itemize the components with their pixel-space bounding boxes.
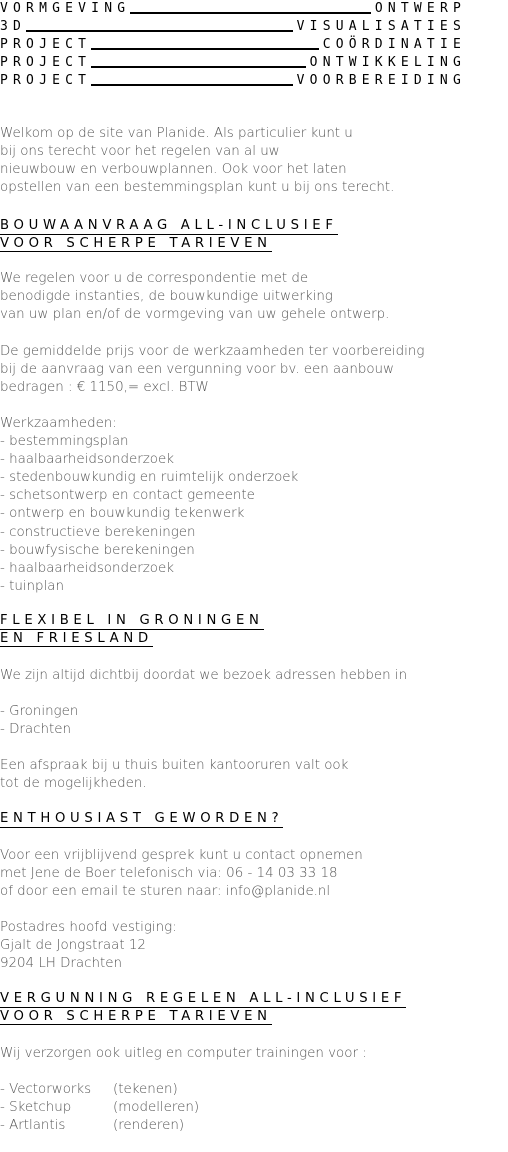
header-rule-4 [91, 66, 305, 68]
intro-line: bij ons terecht voor het regelen van al uw [0, 144, 280, 160]
text-line: We regelen voor u de correspondentie met de [0, 271, 309, 286]
text-line: De gemiddelde prijs voor de werkzaamheden ter voorbereiding [0, 344, 425, 359]
header-rule-5 [91, 84, 292, 86]
list-item: - ontwerp en bouwkundig tekenwerk [0, 506, 245, 522]
list-item: - haalbaarheidsonderzoek [0, 452, 174, 468]
list-item: - bouwfysische berekeningen [0, 542, 195, 558]
software-name: - Vectorworks [0, 1082, 92, 1097]
software-name: - Artlantis [0, 1118, 66, 1134]
locations-list [0, 703, 78, 739]
header-rule-3 [91, 48, 319, 50]
section2-para1 [0, 667, 407, 685]
software-desc: (tekenen) [113, 1082, 178, 1097]
header-right-4: ONTWIKKELING [309, 55, 466, 70]
section1-heading-line: VOOR SCHERPE TARIEVEN [0, 235, 272, 251]
software-name: - Sketchup [0, 1100, 72, 1116]
address-line: Postadres hoofd vestiging: [0, 920, 177, 935]
address-line: Gjalt de Jongstraat 12 [0, 938, 146, 954]
section1-heading [0, 218, 338, 253]
text-line: of door een email te sturen naar: info@planide.nl [0, 884, 331, 900]
text-line: Voor een vrijblijvend gesprek kunt u contact opnemen [0, 848, 363, 863]
list-item: - schetsontwerp en contact gemeente [0, 488, 255, 504]
text-line: We zijn altijd dichtbij doordat we bezoek adressen hebben in [0, 668, 408, 683]
intro-line: nieuwbouw en verbouwplannen. Ook voor het laten [0, 162, 347, 178]
intro-line: Welkom op de site van Planide. Als particulier kunt u [0, 126, 353, 141]
section1-para2 [0, 343, 424, 397]
text-line: met Jene de Boer telefonisch via: 06 - 14 03 33 18 [0, 866, 338, 882]
list-item [0, 1081, 199, 1099]
software-desc: (modelleren) [113, 1100, 200, 1116]
header-left-4: PROJECT [0, 55, 92, 70]
header-left-2: 3D [0, 19, 27, 34]
header-row-5 [0, 72, 466, 88]
list-item: - stedenbouwkundig en ruimtelijk onderzoek [0, 470, 299, 486]
section3-heading-line: ENTHOUSIAST GEWORDEN? [0, 811, 284, 826]
list-item: - tuinplan [0, 578, 64, 594]
postal-address [0, 919, 177, 973]
contact-paragraph [0, 847, 363, 901]
list-item: - haalbaarheidsonderzoek [0, 560, 174, 576]
section1-heading-line: BOUWAANVRAAG ALL-INCLUSIEF [0, 218, 338, 233]
section4-heading [0, 991, 406, 1026]
tasks-list [0, 415, 298, 596]
list-item: - bestemmingsplan [0, 434, 129, 450]
list-item [0, 1099, 199, 1117]
header-row-3 [0, 36, 466, 52]
list-item [0, 1117, 199, 1135]
header-rule-2 [26, 30, 293, 32]
header-right-3: COÖRDINATIE [322, 37, 466, 52]
header-row-2 [0, 18, 466, 34]
section1-para1 [0, 270, 389, 324]
section2-heading-line: FLEXIBEL IN GRONINGEN [0, 613, 264, 628]
software-list [0, 1081, 199, 1135]
text-line: van uw plan en/of de vormgeving van uw gehele ontwerp. [0, 307, 390, 323]
address-line: 9204 LH Drachten [0, 956, 122, 972]
section4-heading-line: VERGUNNING REGELEN ALL-INCLUSIEF [0, 991, 407, 1006]
header-right-2: VISUALISATIES [296, 19, 466, 34]
section4-heading-line: VOOR SCHERPE TARIEVEN [0, 1008, 272, 1024]
header-right-1: ONTWERP [374, 1, 466, 16]
text-line: Wij verzorgen ook uitleg en computer trainingen voor : [0, 1046, 367, 1061]
header-right-5: VOORBEREIDING [296, 73, 466, 88]
tasks-title: Werkzaamheden: [0, 416, 117, 431]
text-line: Een afspraak bij u thuis buiten kantooruren valt ook [0, 758, 349, 773]
section4-para1 [0, 1045, 367, 1063]
section2-para2 [0, 757, 348, 793]
text-line: benodigde instanties, de bouwkundige uitwerking [0, 289, 333, 305]
text-line: tot de mogelijkheden. [0, 776, 147, 792]
header-row-4 [0, 54, 466, 70]
text-line: bij de aanvraag van een vergunning voor bv. een aanbouw [0, 362, 394, 378]
text-line: bedragen : € 1150,= excl. BTW [0, 380, 209, 396]
header-left-3: PROJECT [0, 37, 92, 52]
intro-line: opstellen van een bestemmingsplan kunt u bij ons terecht. [0, 180, 395, 196]
list-item: - constructieve berekeningen [0, 524, 196, 540]
software-desc: (renderen) [113, 1118, 185, 1134]
list-item: - Groningen [0, 704, 79, 719]
section3-heading [0, 811, 283, 829]
header-left-5: PROJECT [0, 73, 92, 88]
header-left-1: VORMGEVING [0, 1, 131, 16]
header-row-1 [0, 0, 466, 16]
intro-paragraph [0, 125, 394, 197]
header-rule-1 [130, 12, 371, 14]
section2-heading-line: EN FRIESLAND [0, 630, 153, 646]
section2-heading [0, 613, 264, 648]
list-item: - Drachten [0, 722, 71, 738]
